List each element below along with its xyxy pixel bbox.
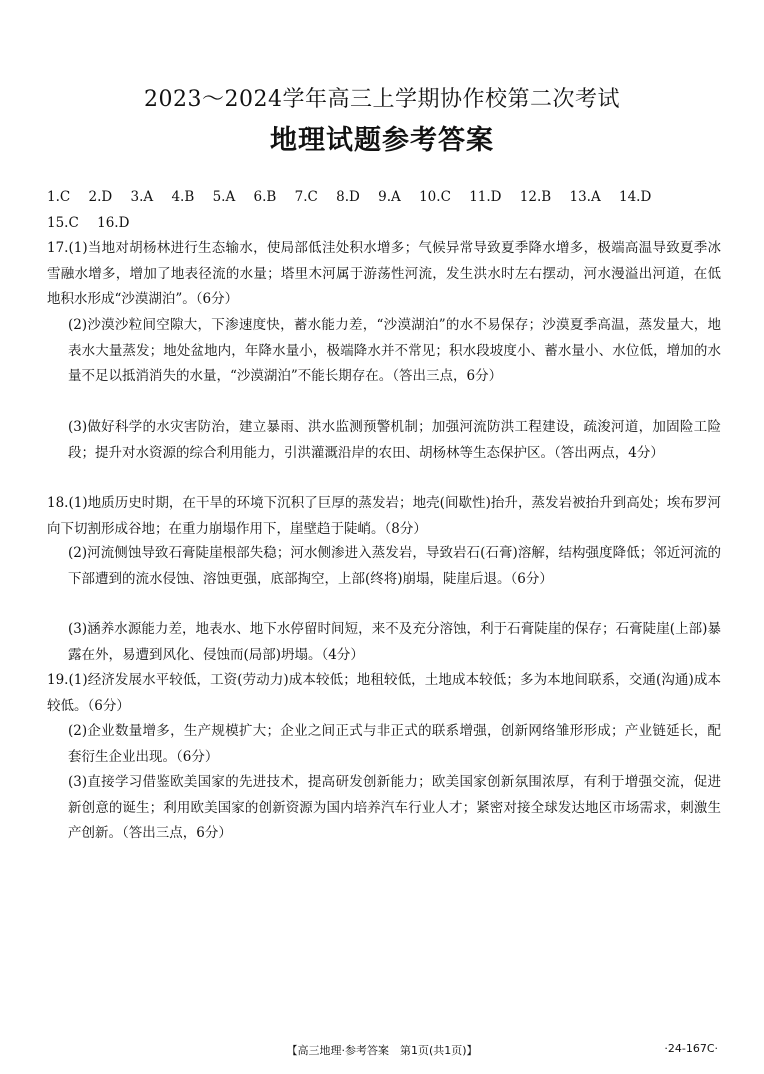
- q18-part1: 18.(1)地质历史时期，在干旱的环境下沉积了巨厚的蒸发岩；地壳(间歇性)抬升，蒸发岩被抬升到高处；埃布罗河向下切割形成谷地；在重力崩塌作用下，崖壁趋于陡峭。（8分）: [47, 495, 721, 537]
- mc-answer: 6.B: [253, 189, 277, 205]
- mc-answer: 11.D: [469, 189, 502, 205]
- exam-title: 2023～2024学年高三上学期协作校第二次考试: [144, 87, 620, 112]
- mc-answer: 13.A: [569, 189, 601, 205]
- q17-part2: (2)沙漠沙粒间空隙大，下渗速度快，蓄水能力差，“沙漠湖泊”的水不易保存；沙漠夏季高温，蒸发量大，地表水大量蒸发；地处盆地内，年降水量小，极端降水并不常见；积水段坡度小、蓄水量小、水位低，增加的水量不足以抵消消失的水量，“沙漠湖泊”不能长期存在。（答出三点，6分）: [68, 317, 721, 384]
- footer-page-info: 【高三地理·参考答案 第1页(共1页)】: [286, 1044, 478, 1057]
- mc-answer: 3.A: [130, 189, 154, 205]
- mc-answer: 10.C: [419, 189, 451, 205]
- q17-part3: (3)做好科学的水灾害防治，建立暴雨、洪水监测预警机制；加强河流防洪工程建设，疏浚河道，加固险工险段；提升对水资源的综合利用能力，引洪灌溉沿岸的农田、胡杨林等生态保护区。（答出两点，4分）: [68, 419, 721, 461]
- mc-answer: 14.D: [619, 189, 652, 205]
- mc-answer: 2.D: [88, 189, 113, 205]
- q19-part3: (3)直接学习借鉴欧美国家的先进技术，提高研发创新能力；欧美国家创新氛围浓厚，有利于增强交流，促进新创意的诞生；利用欧美国家的创新资源为国内培养汽车行业人才；紧密对接全球发达地区市场需求，刺激生产创新。（答出三点，6分）: [68, 774, 721, 841]
- q18-part2: (2)河流侧蚀导致石膏陡崖根部失稳；河水侧渗进入蒸发岩，导致岩石(石膏)溶解，结构强度降低；邻近河流的下部遭到的流水侵蚀、溶蚀更强，底部掏空，上部(终将)崩塌，陡崖后退。（6分）: [68, 545, 721, 587]
- mc-answer: 8.D: [336, 189, 360, 205]
- mc-answer: 16.D: [97, 215, 130, 231]
- answer-key-title: 地理试题参考答案: [270, 125, 494, 156]
- mc-answer: 7.C: [294, 189, 318, 205]
- mc-answer: 4.B: [171, 189, 195, 205]
- q19-part2: (2)企业数量增多，生产规模扩大；企业之间正式与非正式的联系增强，创新网络雏形形成；产业链延长，配套衍生企业出现。（6分）: [68, 723, 721, 765]
- multiple-choice-answers: [47, 184, 727, 236]
- q17-part1: 17.(1)当地对胡杨林进行生态输水，使局部低洼处积水增多；气候异常导致夏季降水增多，极端高温导致夏季冰雪融水增多，增加了地表径流的水量；塔里木河属于游荡性河流，发生洪水时左右摆动，河水漫溢出河道，在低地积水形成“沙漠湖泊”。（6分）: [47, 240, 721, 307]
- footer-code: ·24-167C·: [664, 1042, 718, 1055]
- mc-answer: 1.C: [47, 189, 71, 205]
- mc-answer: 12.B: [519, 189, 552, 205]
- q19-part1: 19.(1)经济发展水平较低，工资(劳动力)成本较低；地租较低，土地成本较低；多为本地间联系，交通(沟通)成本较低。（6分）: [47, 672, 721, 714]
- mc-answer: 9.A: [378, 189, 401, 205]
- q18-part3: (3)涵养水源能力差，地表水、地下水停留时间短，来不及充分溶蚀，利于石膏陡崖的保存；石膏陡崖(上部)暴露在外，易遭到风化、侵蚀而(局部)坍塌。（4分）: [68, 621, 721, 663]
- mc-answer: 5.A: [212, 189, 236, 205]
- mc-answer: 15.C: [47, 215, 79, 231]
